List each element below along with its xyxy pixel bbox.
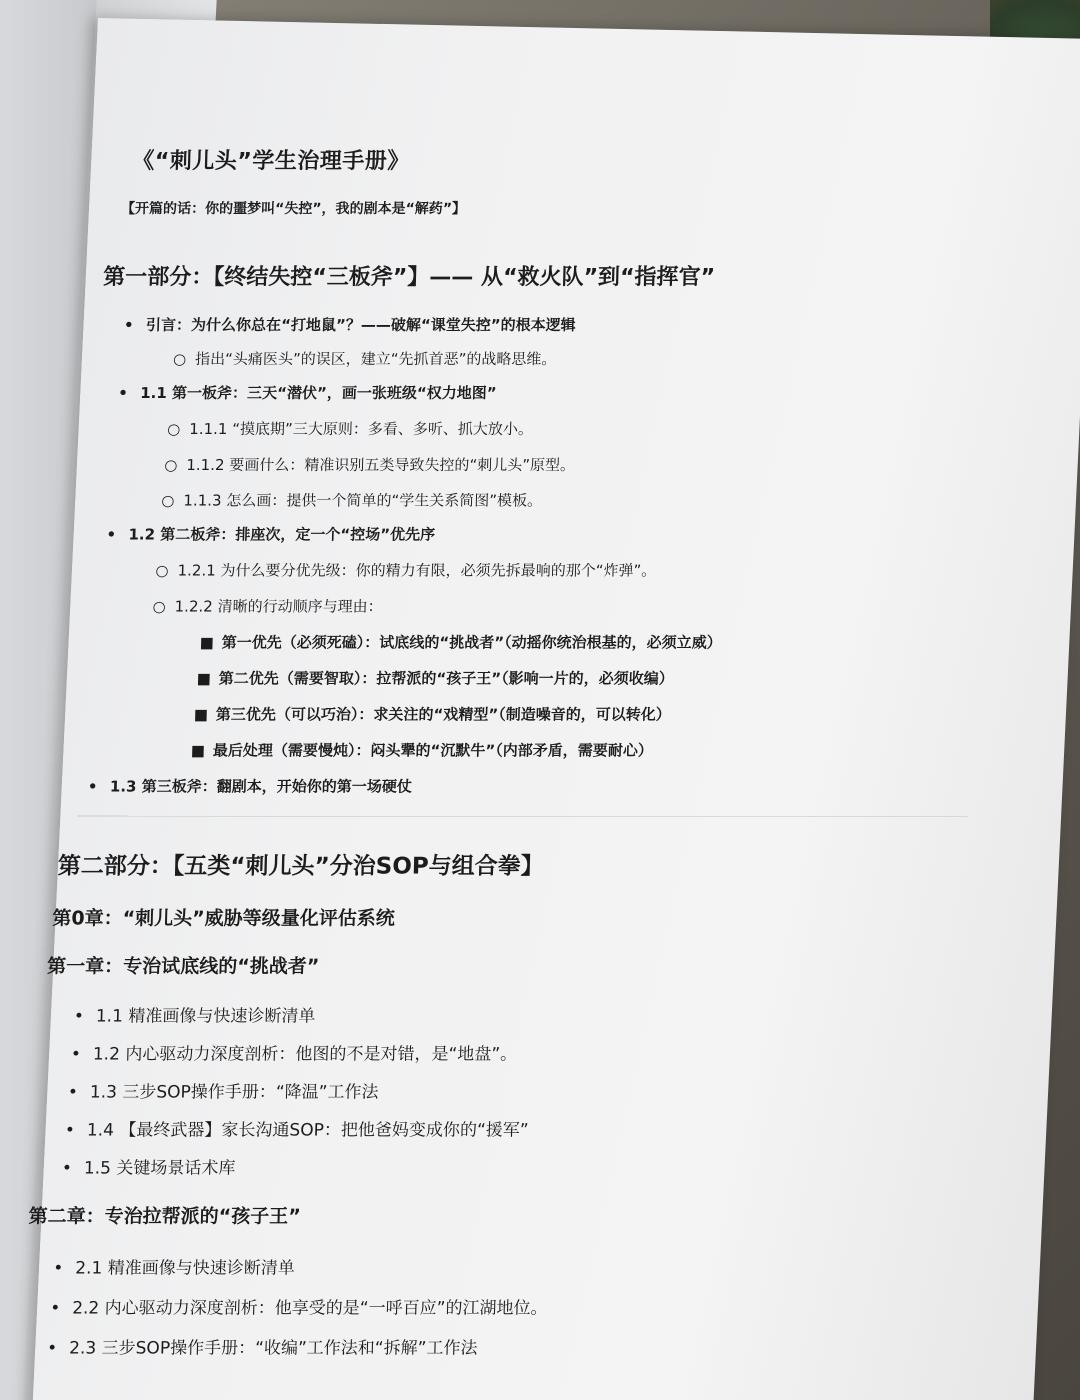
chapter-0: 第0章：“刺儿头”威胁等级量化评估系统: [52, 907, 396, 930]
section-1-2-1: ○ 1.2.1 为什么要分优先级：你的精力有限，必须先拆最响的那个“炸弹”。: [155, 561, 657, 580]
circle-bullet-icon: ○: [152, 597, 166, 616]
section-1-2-2: ○ 1.2.2 清晰的行动顺序与理由：: [152, 597, 383, 616]
ch1-item: • 1.5 关键场景话术库: [61, 1158, 236, 1179]
priority-2: ■ 第二优先（需要智取）：拉帮派的“孩子王”（影响一片的，必须收编）: [196, 669, 674, 688]
bullet-icon: •: [64, 1120, 76, 1141]
part1-title: 第一部分：【终结失控“三板斧”】—— 从“救火队”到“指挥官”: [102, 264, 716, 290]
section-1-1: • 1.1 第一板斧：三天“潜伏”，画一张班级“权力地图”: [117, 383, 497, 402]
bullet-icon: •: [61, 1158, 73, 1179]
square-bullet-icon: ■: [199, 633, 215, 652]
section-1-1-2: ○ 1.1.2 要画什么：精准识别五类导致失控的“刺儿头”原型。: [164, 455, 576, 474]
part1-intro-sub: ○ 指出“头痛医头”的误区，建立“先抓首恶”的战略思维。: [172, 349, 557, 368]
priority-4: ■ 最后处理（需要慢炖）：闷头犟的“沉默牛”（内部矛盾，需要耐心）: [190, 741, 654, 760]
chapter-1: 第一章：专治试底线的“挑战者”: [46, 955, 320, 978]
priority-3: ■ 第三优先（可以巧治）：求关注的“戏精型”（制造噪音的，可以转化）: [193, 705, 672, 724]
bullet-icon: •: [73, 1006, 85, 1027]
ch2-item: • 2.1 精准画像与快速诊断清单: [52, 1258, 296, 1279]
section-1-2: • 1.2 第二板斧：排座次，定一个“控场”优先序: [106, 525, 436, 544]
circle-bullet-icon: ○: [172, 349, 187, 368]
square-bullet-icon: ■: [196, 669, 212, 688]
bullet-icon: •: [106, 525, 117, 544]
doc-title: 《“刺儿头”学生治理手册》: [131, 148, 411, 174]
bullet-icon: •: [123, 315, 134, 334]
circle-bullet-icon: ○: [164, 455, 178, 474]
ch1-item: • 1.3 三步SOP操作手册：“降温”工作法: [67, 1082, 379, 1103]
ch1-item: • 1.4 【最终武器】家长沟通SOP：把他爸妈变成你的“援军”: [64, 1120, 529, 1141]
circle-bullet-icon: ○: [161, 491, 175, 510]
ch2-item: • 2.3 三步SOP操作手册：“收编”工作法和“拆解”工作法: [46, 1338, 478, 1359]
document-page: [28, 18, 1080, 1400]
chapter-2: 第二章：专治拉帮派的“孩子王”: [28, 1205, 302, 1228]
section-1-1-3: ○ 1.1.3 怎么画：提供一个简单的“学生关系简图”模板。: [161, 491, 543, 510]
bullet-icon: •: [117, 383, 129, 402]
bullet-icon: •: [67, 1082, 79, 1103]
part2-title: 第二部分：【五类“刺儿头”分治SOP与组合拳】: [57, 853, 545, 880]
square-bullet-icon: ■: [190, 741, 206, 760]
circle-bullet-icon: ○: [167, 419, 181, 438]
section-1-1-1: ○ 1.1.1 “摸底期”三大原则：多看、多听、抓大放小。: [167, 419, 534, 438]
priority-1: ■ 第一优先（必须死磕）：试底线的“挑战者”（动摇你统治根基的，必须立威）: [199, 633, 722, 652]
bullet-icon: •: [49, 1298, 61, 1319]
square-bullet-icon: ■: [193, 705, 209, 724]
bullet-icon: •: [87, 777, 98, 796]
bullet-icon: •: [70, 1044, 82, 1065]
ch1-item: • 1.1 精准画像与快速诊断清单: [73, 1006, 316, 1027]
section-1-3: • 1.3 第三板斧：翻剧本，开始你的第一场硬仗: [87, 777, 413, 796]
bullet-icon: •: [46, 1338, 58, 1359]
bullet-icon: •: [52, 1258, 64, 1279]
opening-line: 【开篇的话：你的噩梦叫“失控”，我的剧本是“解药”】: [120, 200, 467, 217]
ch1-item: • 1.2 内心驱动力深度剖析：他图的不是对错，是“地盘”。: [70, 1044, 518, 1065]
section-divider: [77, 816, 968, 817]
ch2-item: • 2.2 内心驱动力深度剖析：他享受的是“一呼百应”的江湖地位。: [49, 1298, 548, 1319]
part1-intro: • 引言：为什么你总在“打地鼠”？——破解“课堂失控”的根本逻辑: [123, 315, 576, 334]
circle-bullet-icon: ○: [155, 561, 169, 580]
